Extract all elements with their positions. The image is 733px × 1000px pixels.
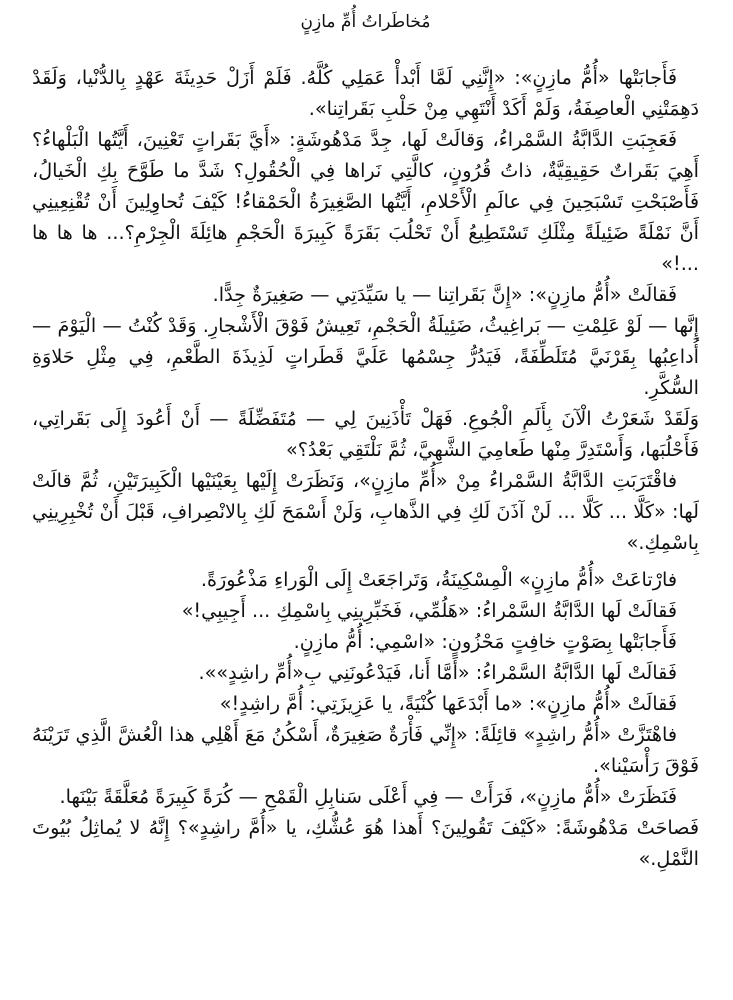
paragraph: فَقالَتْ لَها الدَّابَّةُ السَّمْراءُ: «أَمَّا أَنا، فَيَدْعُونَنِي بِ«أُمِّ راشِدٍ»». <box>198 661 677 684</box>
paragraph: فَقالَتْ «أُمُّ مازِنٍ»: «ما أَبْدَعَها كُنْيَةً، يا عَزِيزَتِي: أُمَّ راشِدٍ!» <box>219 692 677 715</box>
paragraph: إِنَّها — لَوْ عَلِمْتِ — بَراغِيثُ، ضَئِيلَةُ الْحَجْمِ، تَعِيشُ فَوْقَ الْأَشْجارِ. وَقَدْ كُنْتُ — الْيَوْمَ — أُداعِبُها بِقَرْنَيَّ مُتَلَطِّفَةً، فَيَدُرُّ جِسْمُها عَلَيَّ قَطَراتٍ لَذِيذَةَ الطَّعْمِ، فِي مِثْلِ حَلاوَةِ السُّكَّرِ. <box>32 314 699 399</box>
paragraph: فَقالَتْ لَها الدَّابَّةُ السَّمْراءُ: «هَلُمِّي، فَخَبِّرِينِي بِاسْمِكِ ... أَجِيبِي!» <box>181 599 677 622</box>
page-title: مُخاطَراتُ أُمِّ مازِنٍ <box>300 12 431 32</box>
paragraph: فَنَظَرَتْ «أُمُّ مازِنٍ»، فَرَأَتْ — فِي أَعْلَى سَنابِلِ الْقَمْحِ — كُرَةً كَبِيرَةً مُعَلَّقَةً بَيْنَها. <box>59 785 677 808</box>
paragraph: وَلَقَدْ شَعَرْتُ الْآنَ بِأَلَمِ الْجُوعِ. فَهَلْ تَأْذَنِينَ لِي — مُتَفَضِّلَةً — أَنْ أَعُودَ إِلَى بَقَراتِي، فَأَحْلُبَها، وَأَسْتَدِرَّ مِنْها طَعامِيَ الشَّهِيَّ، ثُمَّ نَلْتَقِي بَعْدُ؟» <box>32 407 699 461</box>
document-body <box>32 62 699 874</box>
paragraph: فَعَجِبَتِ الدَّابَّةُ السَّمْراءُ، وَقالَتْ لَها، جِدَّ مَدْهُوشَةٍ: «أَيَّ بَقَراتٍ تَعْنِينَ، أَيَّتُها الْبَلْهاءُ؟ أَهِيَ بَقَراتٌ حَقِيقِيَّةٌ، ذاتُ قُرُونٍ، كالَّتِي نَراها فِي الْحُقُولِ؟ شَدَّ ما طَوَّحَ بِكِ الْخَيالُ، فَأَصْبَحْتِ تَسْبَحِينَ فِي عالَمِ الْأَحْلامِ، أَيَّتُها الصَّغِيرَةُ الْحَمْقاءُ! كَيْفَ تُحاوِلِينَ أَنْ تُقْنِعِينِي أَنَّ نَمْلَةً ضَئِيلَةً مِثْلَكِ تَسْتَطِيعُ أَنْ تَحْلُبَ بَقَرَةً كَبِيرَةَ الْحَجْمِ هائِلَةَ الْجِرْمِ؟... ها ها ها ...!» <box>32 128 699 275</box>
paragraph: فَقالَتْ «أُمُّ مازِنٍ»: «إِنَّ بَقَراتِنا — يا سَيِّدَتِي — صَغِيرَةٌ جِدًّا. <box>212 283 677 306</box>
paragraph: فَصاحَتْ مَدْهُوشَةً: «كَيْفَ تَقُولِينَ؟ أَهذا هُوَ عُشُّكِ، يا «أُمَّ راشِدٍ»؟ إِنَّهُ لا يُماثِلُ بُيُوتَ النَّمْلِ.» <box>32 816 699 870</box>
paragraph: فَأَجابَتْها «أُمُّ مازِنٍ»: «إِنَّنِي لَمَّا أَبْدأْ عَمَلِي كُلَّهُ. فَلَمْ أَزَلْ حَدِيثَةَ عَهْدٍ بِالدُّنْيا، وَلَقَدْ دَهِمَتْنِي الْعاصِفَةُ، وَلَمْ أَكَدْ أَنْتَهِي مِنْ حَلْبِ بَقَراتِنا». <box>32 66 699 120</box>
paragraph: فَأَجابَتْها بِصَوْتٍ خافِتٍ مَحْزُونٍ: «اسْمِي: أُمُّ مازِنٍ. <box>293 630 677 653</box>
paragraph: فاقْتَرَبَتِ الدَّابَّةُ السَّمْراءُ مِنْ «أُمِّ مازِنٍ»، وَنَظَرَتْ إِلَيْها بِعَيْنَيْها الْكَبِيرَتَيْنِ، ثُمَّ قالَتْ لَها: «كَلَّا ... كَلَّا ... لَنْ آذَنَ لَكِ فِي الذَّهابِ، وَلَنْ أَسْمَحَ لَكِ بِالانْصِرافِ، قَبْلَ أَنْ تُخْبِرِينِي بِاسْمِكِ.» <box>32 469 699 554</box>
paragraph: فاهْتَزَّتْ «أُمُّ راشِدٍ» قائِلَةً: «إِنِّي فَأْرَةٌ صَغِيرَةٌ، أَسْكُنُ مَعَ أَهْلِي هذا الْعُشَّ الَّذِي تَرَيْنَهُ فَوْقَ رَأْسَيْنا». <box>32 723 699 777</box>
paragraph: فارْتاعَتْ «أُمُّ مازِنٍ» الْمِسْكِينَةُ، وَتَراجَعَتْ إِلَى الْوَراءِ مَذْعُورَةً. <box>200 568 677 591</box>
